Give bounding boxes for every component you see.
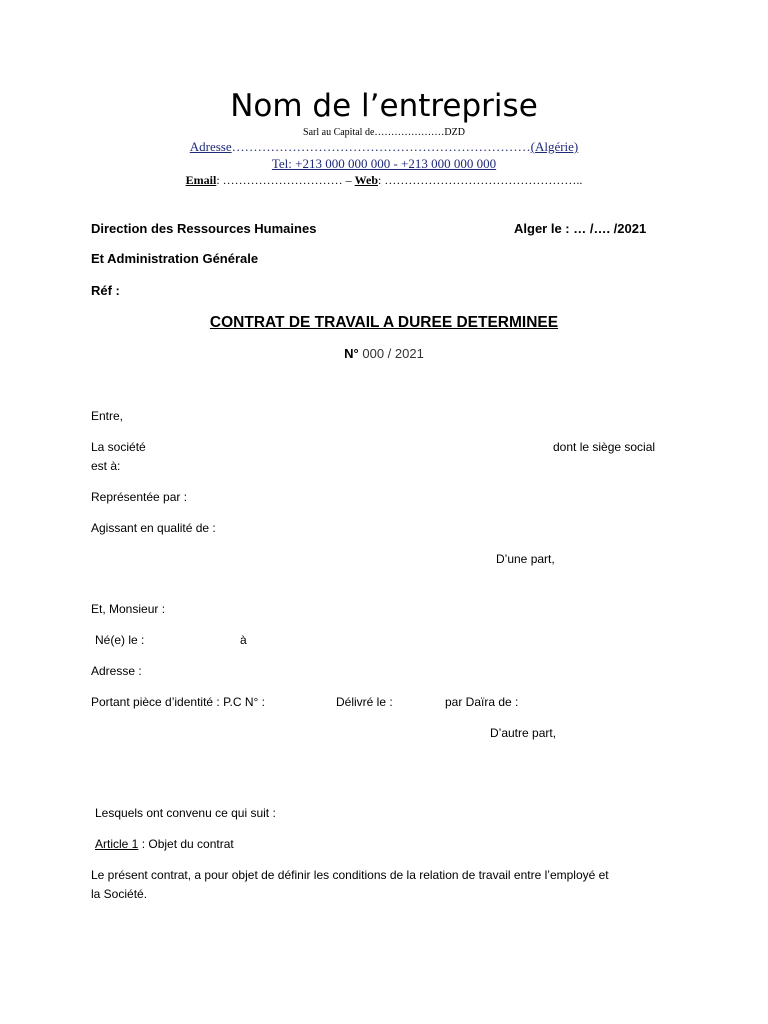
- email-value: : ………………………… –: [216, 173, 355, 187]
- issued-date-label: Délivré le :: [336, 695, 393, 709]
- contract-title: CONTRAT DE TRAVAIL A DUREE DETERMINEE: [209, 314, 559, 331]
- employee-address-label: Adresse :: [91, 664, 142, 678]
- document-date: Alger le : … /…. /2021: [514, 221, 647, 236]
- reference-label: Réf :: [91, 283, 120, 298]
- company-contact: [0, 173, 768, 188]
- siege-social-label: dont le siège social: [553, 440, 656, 454]
- agissant-label: Agissant en qualité de :: [91, 521, 216, 535]
- birth-place-label: à: [240, 633, 247, 647]
- entre-text: Entre,: [91, 409, 124, 423]
- web-label: Web: [354, 173, 378, 187]
- web-value: : …………………………………………..: [378, 173, 583, 187]
- address-label: Adresse: [189, 139, 232, 154]
- id-document-label: Portant pièce d’identité : P.C N° :: [91, 695, 266, 709]
- contract-number: [0, 346, 768, 362]
- birth-date-label: Né(e) le :: [95, 633, 145, 647]
- contract-number-label: N°: [344, 346, 359, 361]
- address-dots: ……………………………………………………………: [231, 139, 531, 154]
- company-phone: Tel: +213 000 000 000 - +213 000 000 000: [271, 156, 497, 171]
- article-1-title: : Objet du contrat: [138, 837, 234, 851]
- issued-by-label: par Daïra de :: [445, 695, 519, 709]
- company-name: Nom de l’entreprise: [230, 88, 538, 124]
- article-1-paragraph-line-1: Le présent contrat, a pour objet de définir les conditions de la relation de travail entre l’employé et: [91, 868, 609, 882]
- department-name: Direction des Ressources Humaines: [91, 221, 317, 236]
- monsieur-label: Et, Monsieur :: [91, 602, 166, 616]
- company-address: [0, 139, 768, 155]
- article-1-heading: [95, 837, 234, 852]
- contract-number-value: 000 / 2021: [358, 346, 424, 361]
- company-capital: Sarl au Capital de…………………DZD: [303, 127, 465, 138]
- email-label: Email: [185, 173, 217, 187]
- representee-label: Représentée par :: [91, 490, 188, 504]
- une-part-text: D’une part,: [496, 552, 555, 566]
- article-1-label: Article 1: [95, 837, 139, 851]
- est-a-label: est à:: [91, 459, 121, 473]
- department-subtitle: Et Administration Générale: [91, 251, 259, 266]
- address-country: (Algérie): [530, 139, 579, 154]
- agreement-intro: Lesquels ont convenu ce qui suit :: [95, 806, 276, 820]
- article-1-paragraph-line-2: la Société.: [91, 887, 148, 901]
- autre-part-text: D’autre part,: [490, 726, 557, 740]
- societe-label: La société: [91, 440, 146, 454]
